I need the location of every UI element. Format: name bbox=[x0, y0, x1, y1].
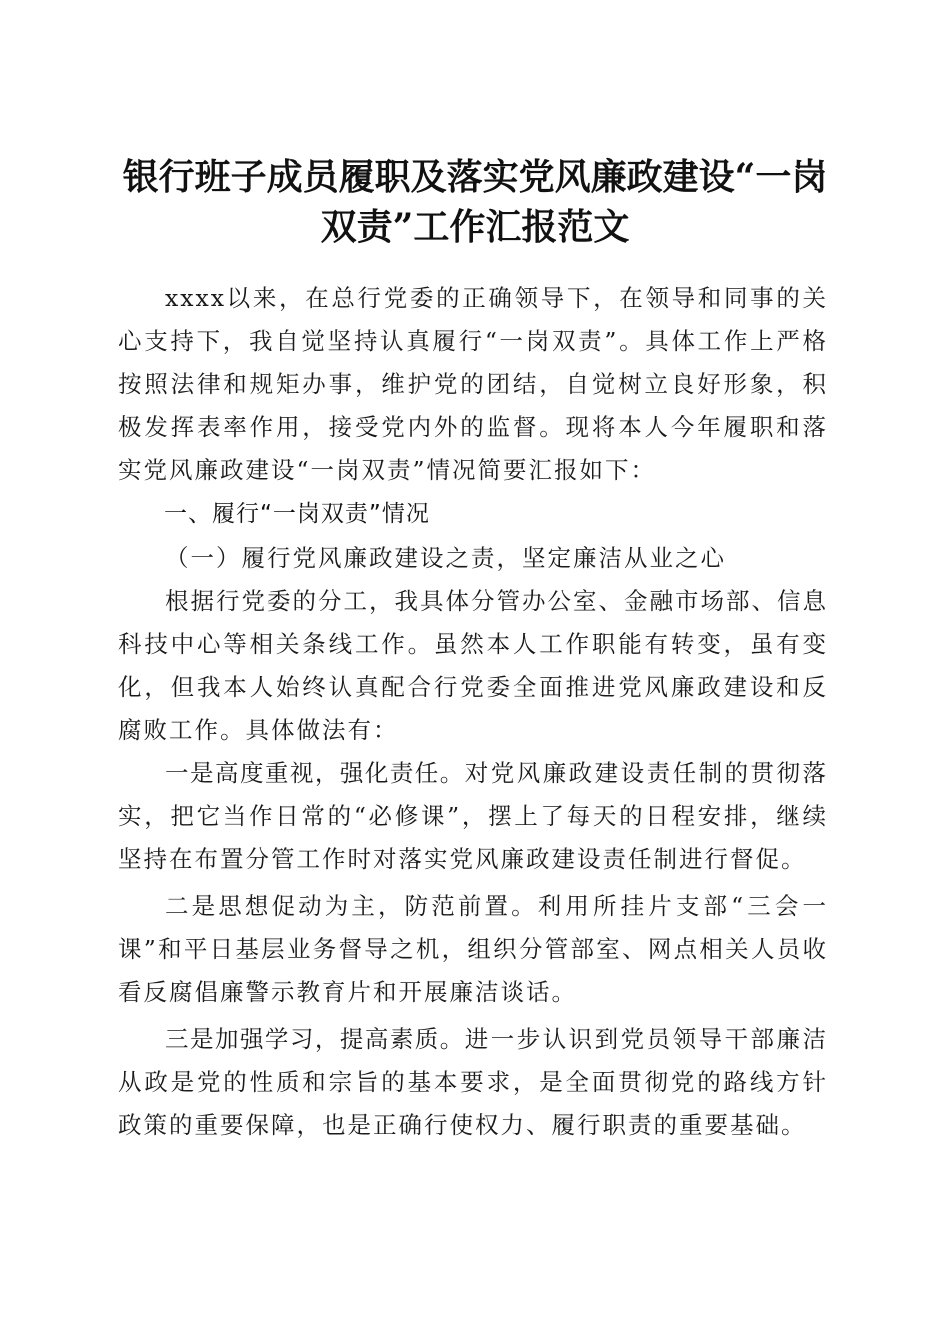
point-3-text: 进一步认识到党员领导干部廉洁从政是党的性质和宗旨的基本要求，是全面贯彻党的路线方针政策的重要保障，也是正确行使权力、履行职责的重要基础。 bbox=[118, 1025, 829, 1139]
point-2-paragraph bbox=[118, 885, 828, 1014]
point-3-lead: 三是加强学习，提高素质。 bbox=[165, 1025, 465, 1053]
point-2-text: 利用所挂片支部“三会一课”和平日基层业务督导之机，组织分管部室、网点相关人员收看反腐倡廉警示教育片和开展廉洁谈话。 bbox=[118, 892, 829, 1006]
intro-paragraph: xxxx以来，在总行党委的正确领导下，在领导和同事的关心支持下，我自觉坚持认真履行“一岗双责”。具体工作上严格按照法律和规矩办事，维护党的团结，自觉树立良好形象，积极发挥表率作用，接受党内外的监督。现将本人今年履职和落实党风廉政建设“一岗双责”情况简要汇报如下： bbox=[118, 284, 828, 484]
title-line-1: 银行班子成员履职及落实党风廉政建设“一岗 bbox=[122, 156, 828, 199]
document-title bbox=[110, 152, 840, 252]
document-body bbox=[118, 277, 828, 1147]
section-heading-1: 一、履行“一岗双责”情况 bbox=[164, 501, 430, 527]
point-1-paragraph bbox=[118, 752, 828, 881]
subsection-heading-1: （一）履行党风廉政建设之责，坚定廉洁从业之心 bbox=[165, 544, 726, 572]
point-2-lead: 二是思想促动为主，防范前置。 bbox=[165, 892, 538, 920]
point-1-text: 对党风廉政建设责任制的贯彻落实，把它当作日常的“必修课”，摆上了每天的日程安排，继续坚持在布置分管工作时对落实党风廉政建设责任制进行督促。 bbox=[118, 759, 829, 873]
title-line-2: 双责”工作汇报范文 bbox=[320, 206, 630, 249]
point-3-paragraph bbox=[118, 1018, 828, 1147]
point-1-lead: 一是高度重视，强化责任。 bbox=[165, 759, 465, 787]
responsibilities-paragraph: 根据行党委的分工，我具体分管办公室、金融市场部、信息科技中心等相关条线工作。虽然本人工作职能有转变，虽有变化，但我本人始终认真配合行党委全面推进党风廉政建设和反腐败工作。具体做法有： bbox=[118, 587, 828, 744]
